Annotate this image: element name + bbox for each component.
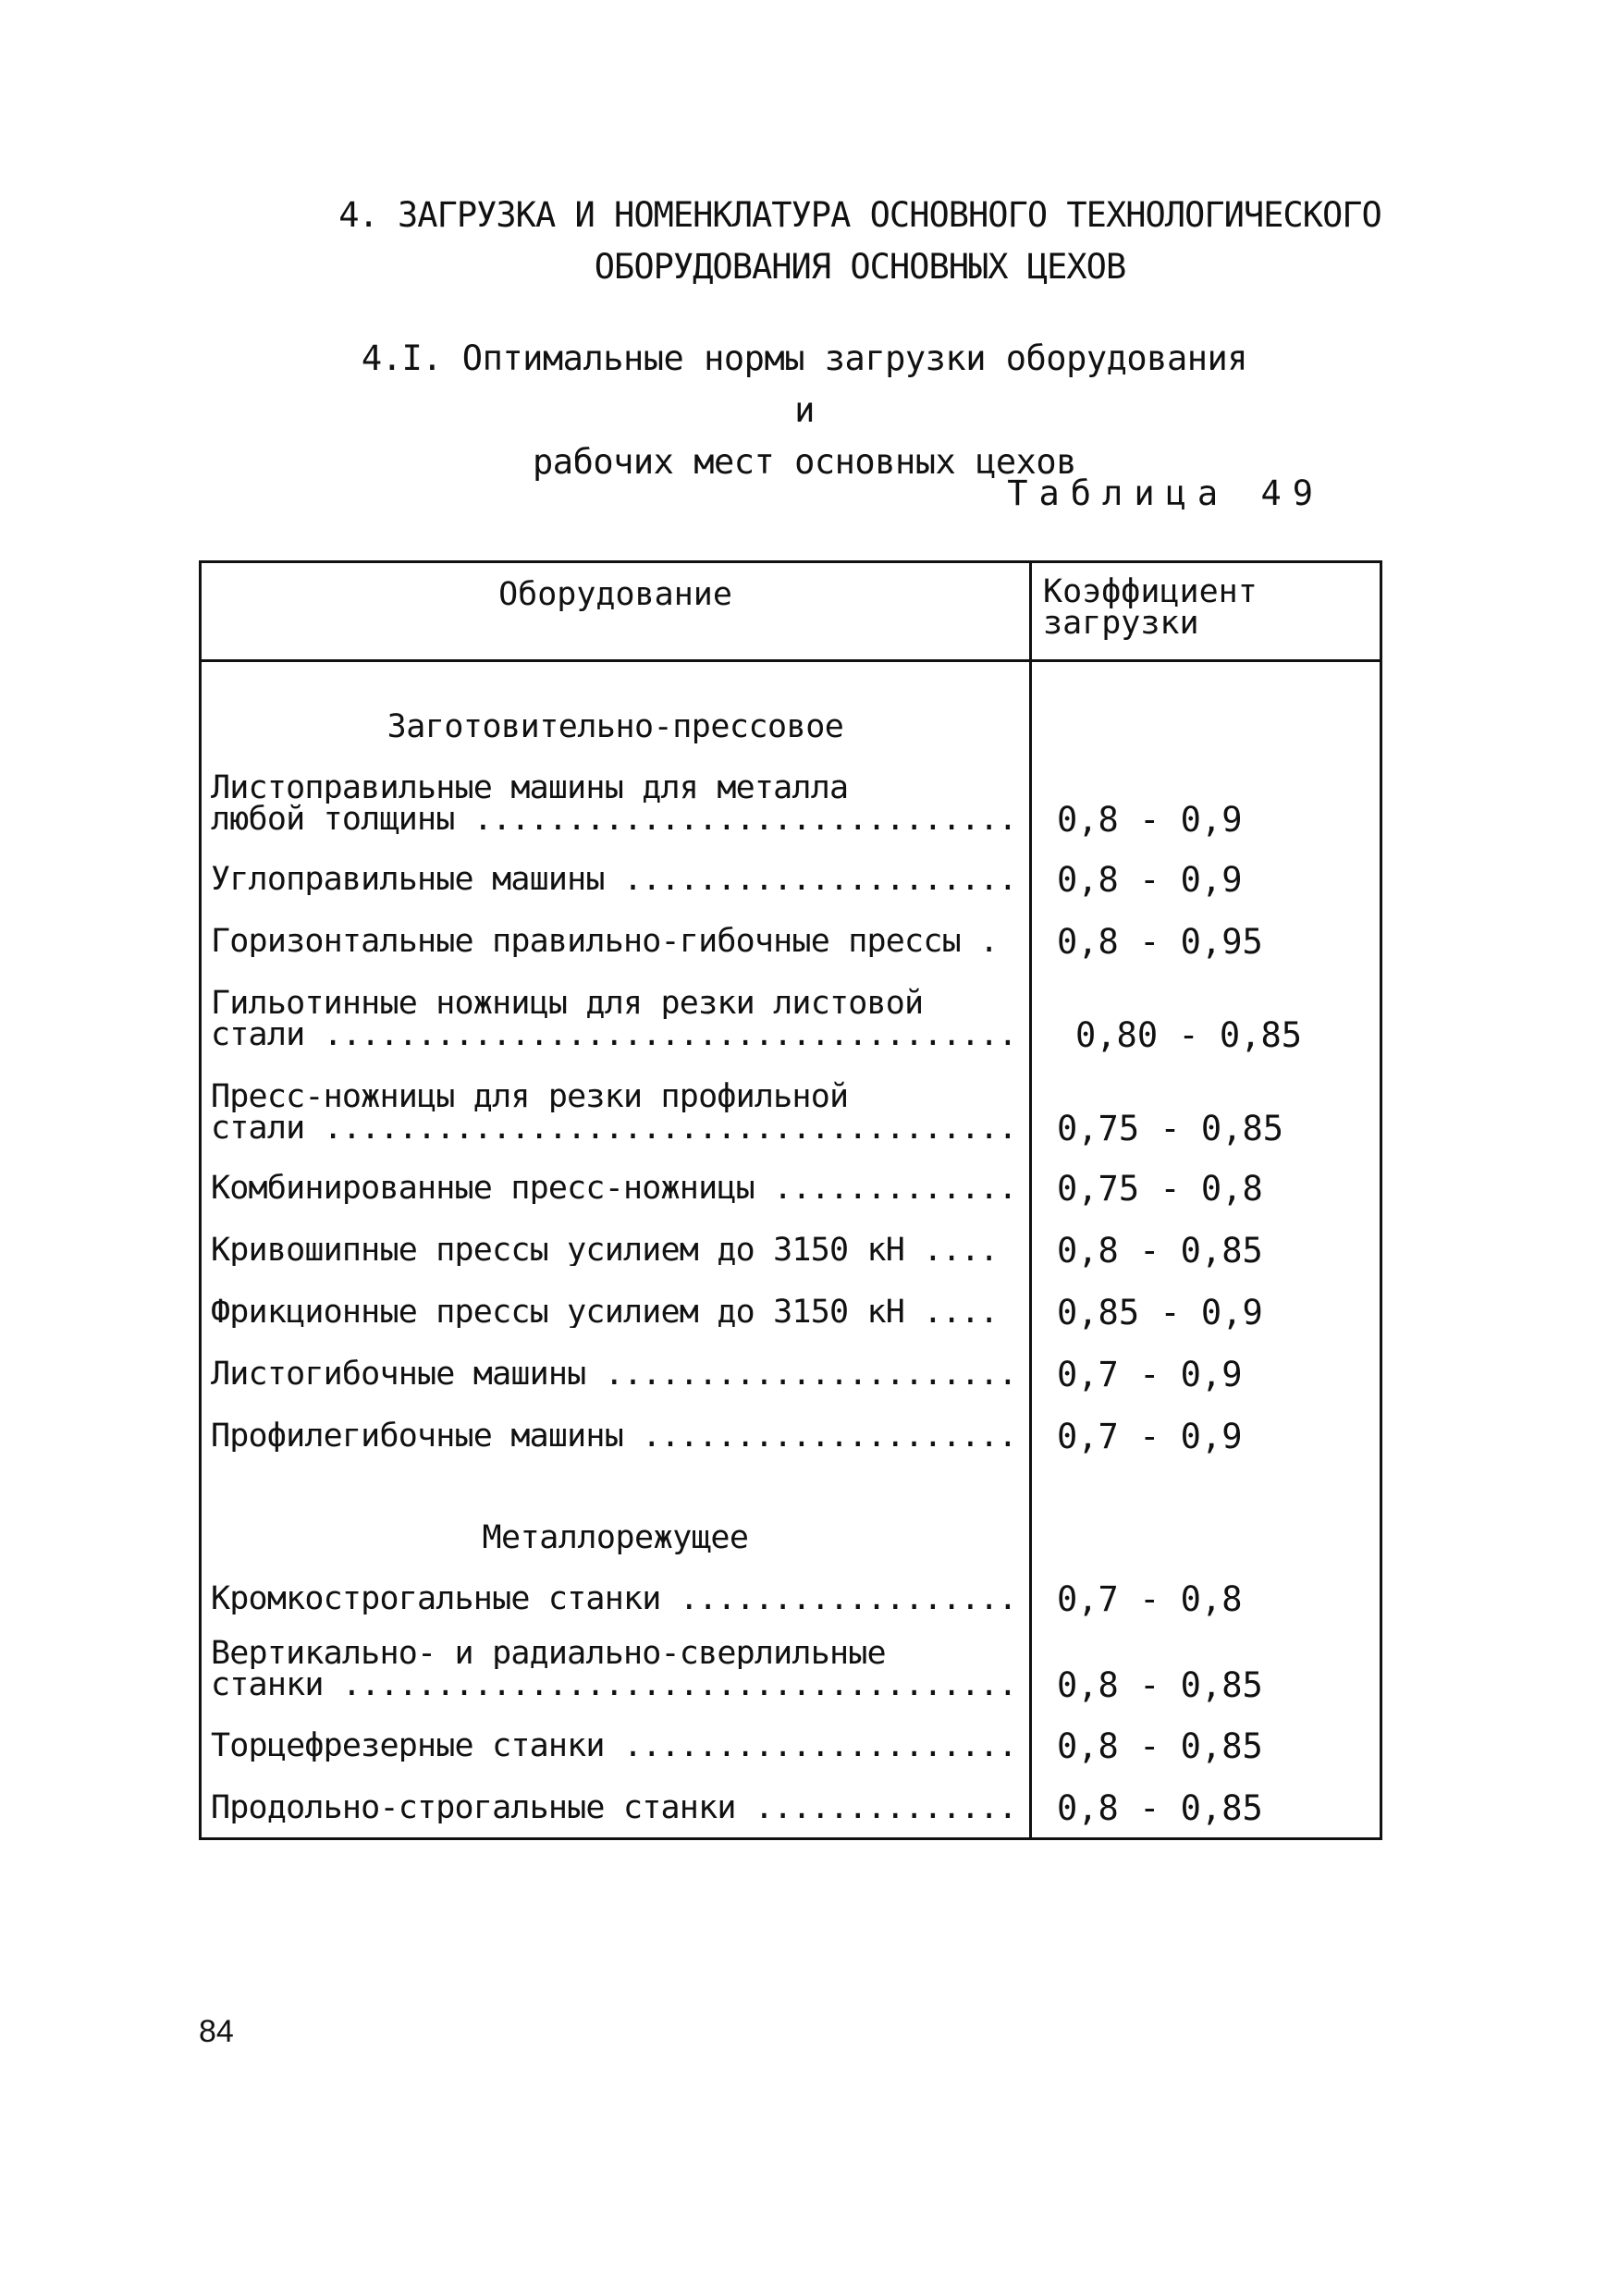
row-equipment-line-1: Профилегибочные машины ..... — [211, 1420, 1020, 1452]
row-equipment-line-2: стали ..... — [211, 1019, 1020, 1050]
table-body — [202, 662, 1380, 1837]
row-equipment-line-1: Вертикально- и радиально-сверлильные — [211, 1638, 886, 1669]
row-equipment-line-1: Торцефрезерные станки ..... — [211, 1730, 1020, 1762]
row-equipment — [211, 1234, 1020, 1266]
row-equipment — [211, 1420, 1020, 1452]
row-coefficient: 0,7 - 0,9 — [1057, 1355, 1243, 1394]
load-factor-table — [199, 560, 1382, 1840]
row-equipment-line-1: Комбинированные пресс-ножницы ..... — [211, 1173, 1020, 1204]
row-coefficient: 0,8 - 0,85 — [1057, 1231, 1263, 1271]
row-equipment — [211, 1730, 1020, 1762]
row-coefficient: 0,8 - 0,95 — [1057, 922, 1263, 962]
section-title — [333, 190, 1387, 293]
row-equipment-line-1: Гильотинные ножницы для резки листовой — [211, 988, 924, 1019]
section-title-line-1: 4. ЗАГРУЗКА И НОМЕНКЛАТУРА ОСНОВНОГО ТЕХНОЛОГИЧЕСКОГО — [338, 195, 1381, 235]
row-equipment — [211, 1638, 1020, 1701]
table-header — [202, 563, 1380, 662]
row-equipment-line-1: Листоправильные машины для металла — [211, 772, 849, 804]
subsection-title — [342, 333, 1267, 488]
row-coefficient: 0,85 - 0,9 — [1057, 1293, 1263, 1332]
row-coefficient: 0,8 - 0,85 — [1057, 1665, 1263, 1705]
row-equipment-line-1: Углоправильные машины ..... — [211, 864, 1020, 895]
row-coefficient: 0,75 - 0,8 — [1057, 1169, 1263, 1209]
row-equipment-line-2: станки ..... — [211, 1669, 1020, 1701]
row-equipment — [211, 772, 1020, 835]
row-equipment — [211, 1081, 1020, 1144]
row-coefficient: 0,7 - 0,9 — [1057, 1417, 1243, 1456]
subsection-title-line-2: рабочих мест основных цехов — [533, 442, 1076, 482]
header-equipment: Оборудование — [498, 576, 732, 613]
row-coefficient: 0,8 - 0,85 — [1057, 1726, 1263, 1766]
row-equipment-line-1: Фрикционные прессы усилием до 3150 кН .... — [211, 1296, 999, 1328]
row-equipment-line-1: Пресс-ножницы для резки профильной — [211, 1081, 849, 1112]
row-equipment — [211, 988, 1020, 1050]
row-coefficient: 0,8 - 0,9 — [1057, 800, 1243, 840]
row-equipment — [211, 1792, 1020, 1823]
row-equipment-line-1: Продольно-строгальные станки ..... — [211, 1792, 1020, 1823]
row-equipment — [211, 864, 1020, 895]
row-equipment-line-1: Кривошипные прессы усилием до 3150 кН .... — [211, 1234, 999, 1266]
row-equipment-line-1: Кромкострогальные станки ..... — [211, 1583, 1020, 1615]
group-title-metal-cutting: Металлорежущее — [482, 1519, 749, 1556]
row-equipment — [211, 926, 1020, 957]
row-equipment-line-1: Листогибочные машины ..... — [211, 1358, 1020, 1390]
subsection-title-line-1: 4.I. Оптимальные нормы загрузки оборудования и — [361, 338, 1248, 430]
page-number: 84 — [199, 2014, 234, 2049]
table-caption: Таблица 49 — [1007, 473, 1324, 513]
header-coefficient-line-2: загрузки — [1043, 605, 1199, 642]
row-equipment — [211, 1296, 1020, 1328]
row-equipment — [211, 1583, 1020, 1615]
row-equipment-line-2: стали ..... — [211, 1112, 1020, 1144]
row-coefficient: 0,7 - 0,8 — [1057, 1579, 1243, 1619]
row-coefficient: 0,8 - 0,9 — [1057, 860, 1243, 900]
header-coefficient — [1043, 573, 1376, 642]
row-equipment-line-1: Горизонтальные правильно-гибочные прессы . — [211, 926, 999, 957]
row-coefficient: 0,8 - 0,85 — [1057, 1788, 1263, 1828]
row-coefficient: 0,80 - 0,85 — [1075, 1015, 1303, 1055]
row-equipment — [211, 1358, 1020, 1390]
group-title-blanking-press: Заготовительно-прессовое — [387, 708, 844, 745]
section-title-line-2: ОБОРУДОВАНИЯ ОСНОВНЫХ ЦЕХОВ — [594, 247, 1126, 287]
row-equipment-line-2: любой толщины ..... — [211, 804, 1020, 835]
header-coefficient-line-1: Коэффициент — [1043, 573, 1258, 610]
row-equipment — [211, 1173, 1020, 1204]
row-coefficient: 0,75 - 0,85 — [1057, 1109, 1284, 1148]
